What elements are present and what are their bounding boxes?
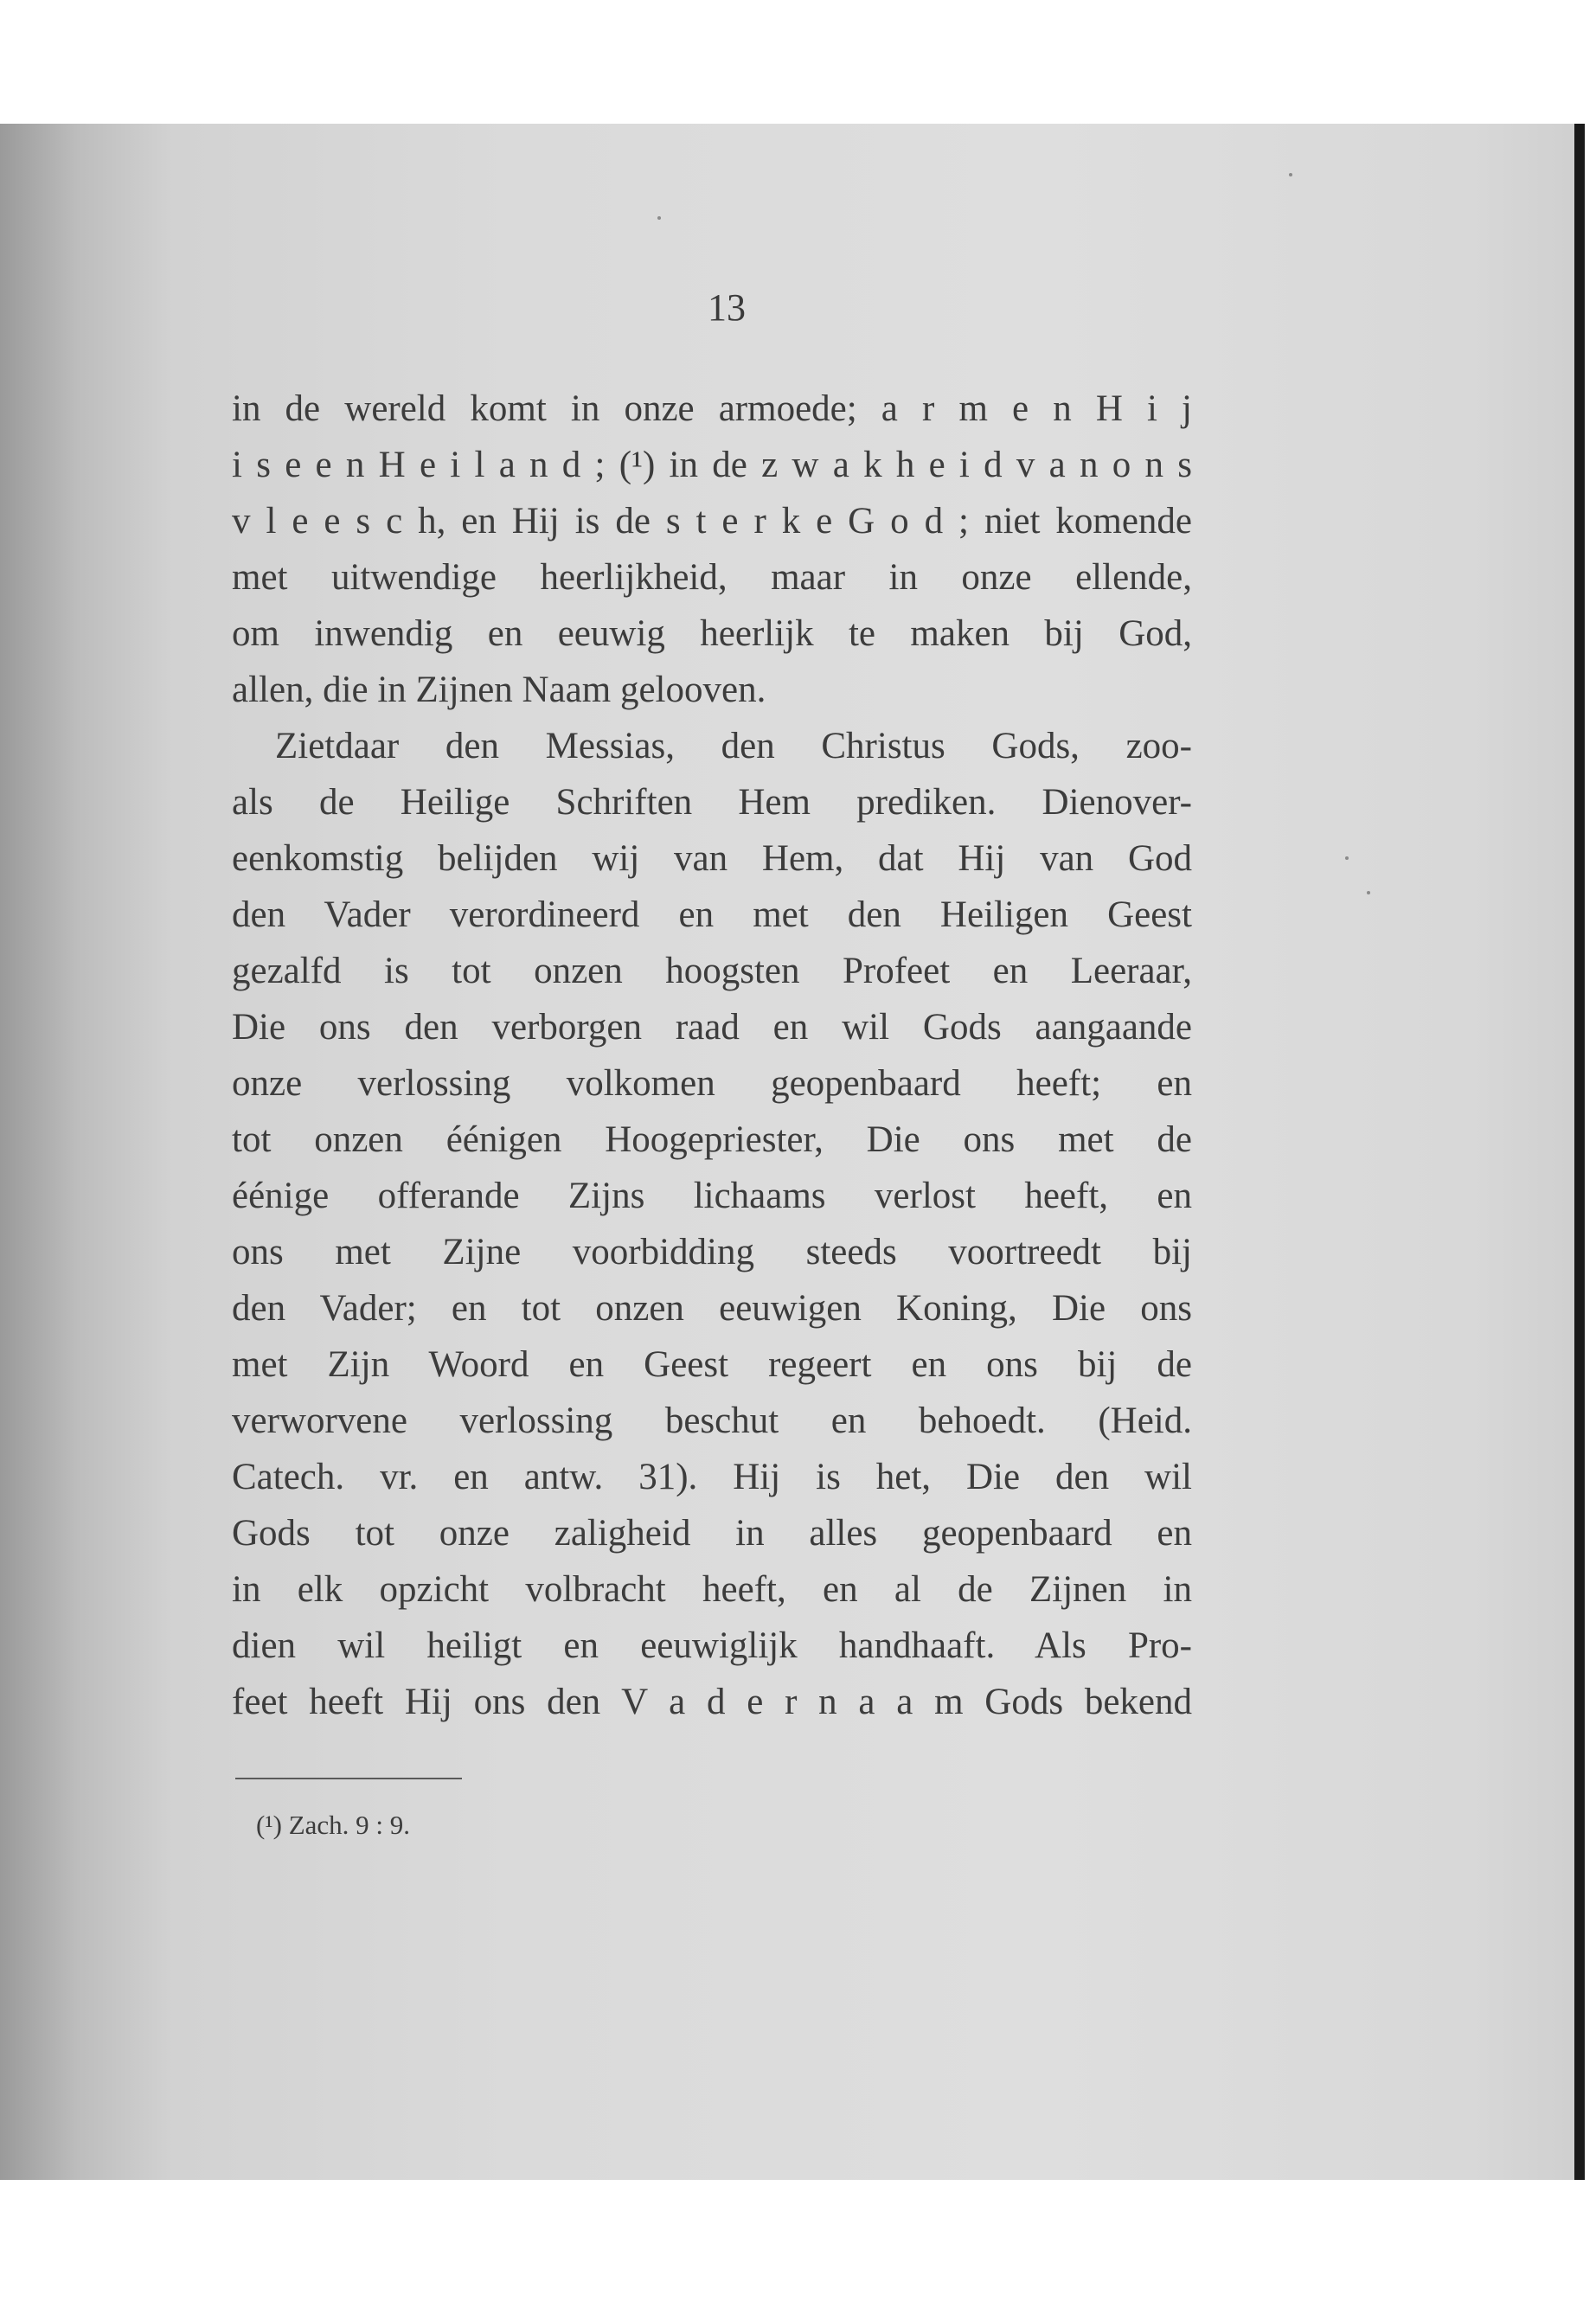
scan-speck (1367, 891, 1370, 894)
page-edge-shadow (1574, 124, 1585, 2180)
text-line: i s e e n H e i l a n d ; (¹) in de z w a k h e i d v a n o n s (232, 445, 1192, 485)
text-line: met uitwendige heerlijkheid, maar in onze ellende, (232, 557, 1192, 598)
text-line: met Zijn Woord en Geest regeert en ons bij de (232, 1344, 1192, 1385)
footnote: (¹) Zach. 9 : 9. (256, 1810, 411, 1840)
text-line: eenkomstig belijden wij van Hem, dat Hij van God (232, 838, 1192, 879)
text-line: gezalfd is tot onzen hoogsten Profeet en Leeraar, (232, 951, 1192, 991)
text-line: onze verlossing volkomen geopenbaard heeft; en (232, 1063, 1192, 1104)
scan-speck (657, 216, 661, 220)
text-line: tot onzen éénigen Hoogepriester, Die ons met de (232, 1119, 1192, 1160)
scan-speck (1345, 856, 1349, 860)
text-line: Catech. vr. en antw. 31). Hij is het, Die den wil (232, 1457, 1192, 1497)
text-line: allen, die in Zijnen Naam gelooven. (232, 670, 766, 710)
text-line: Gods tot onze zaligheid in alles geopenbaard en (232, 1513, 1192, 1554)
text-line: den Vader verordineerd en met den Heiligen Geest (232, 894, 1192, 935)
page-number: 13 (708, 286, 746, 329)
footnote-divider (235, 1778, 462, 1779)
text-line: den Vader; en tot onzen eeuwigen Koning, Die ons (232, 1288, 1192, 1329)
text-line: als de Heilige Schriften Hem prediken. Dienover- (232, 782, 1192, 823)
body-text (232, 381, 1192, 1730)
text-line: Die ons den verborgen raad en wil Gods aangaande (232, 1007, 1192, 1048)
text-line: in de wereld komt in onze armoede; a r m e n H i j (232, 388, 1192, 429)
text-line: dien wil heiligt en eeuwiglijk handhaaft. Als Pro- (232, 1625, 1192, 1666)
text-line: verworvene verlossing beschut en behoedt. (Heid. (232, 1400, 1192, 1441)
text-line: ons met Zijne voorbidding steeds voortreedt bij (232, 1232, 1192, 1272)
text-line: v l e e s c h, en Hij is de s t e r k e G o d ; niet komende (232, 501, 1192, 542)
text-line: Zietdaar den Messias, den Christus Gods, zoo- (275, 726, 1192, 766)
text-line: éénige offerande Zijns lichaams verlost heeft, en (232, 1176, 1192, 1216)
text-line: in elk opzicht volbracht heeft, en al de Zijnen in (232, 1569, 1192, 1610)
scan-speck (1289, 173, 1292, 176)
text-line: feet heeft Hij ons den V a d e r n a a m Gods bekend (232, 1682, 1192, 1722)
text-line: om inwendig en eeuwig heerlijk te maken bij God, (232, 613, 1192, 654)
